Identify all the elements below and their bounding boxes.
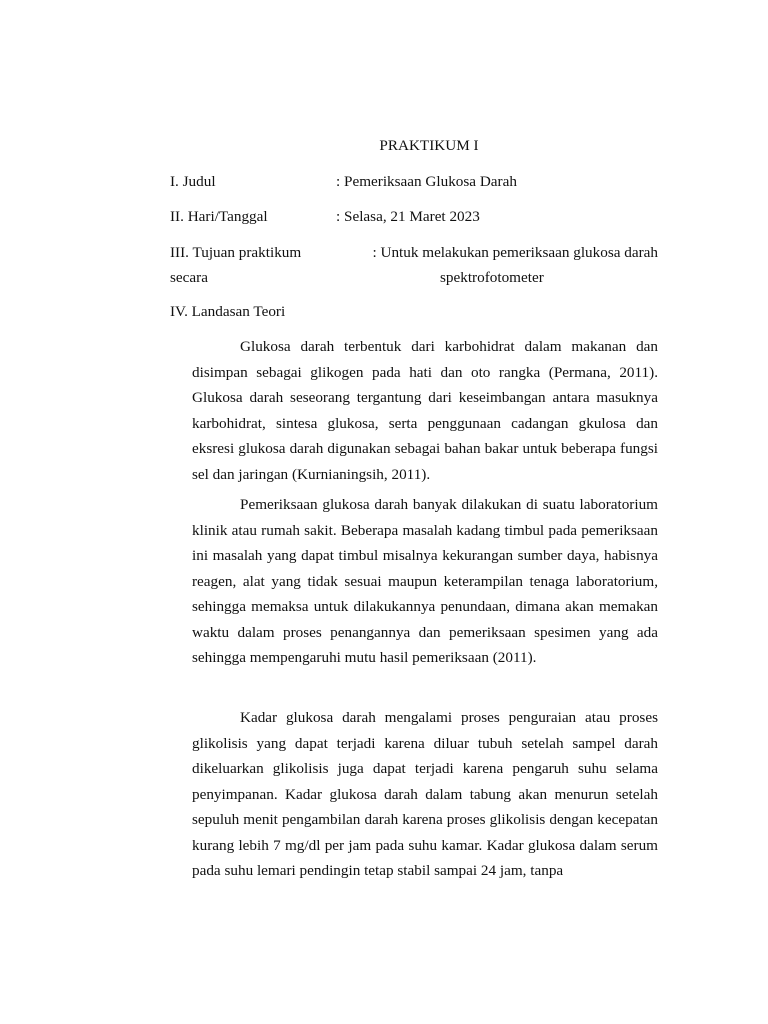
field-hari-tanggal — [170, 207, 480, 227]
tujuan-cont-left: secara — [170, 269, 208, 286]
section-heading: IV. Landasan Teori — [170, 303, 286, 320]
paragraph-2: Pemeriksaan glukosa darah banyak dilakukan di suatu laboratorium klinik atau rumah sakit. Beberapa masalah kadang timbul pada pemeriksaan ini masalah yang dapat timbul misalnya kekurangan sumber daya, habisnya reagen, alat yang tidak sesuai maupun keterampilan tenaga laboratorium, sehingga memaksa untuk dilakukannya penundaan, dimana akan memakan waktu dalam proses penangannya dan pemeriksaan spesimen yang ada sehingga mempengaruhi mutu hasil pemeriksaan (2011). — [192, 496, 658, 666]
tujuan-label: III. Tujuan praktikum — [170, 244, 302, 261]
paragraph-1: Glukosa darah terbentuk dari karbohidrat dalam makanan dan disimpan sebagai glikogen pada hati dan oto rangka (Permana, 2011). Glukosa darah seseorang tergantung dari keseimbangan antara masuknya karbohidrat, sintesa glukosa, serta penggunaan cadangan gkulosa dan eksresi glukosa darah digunakan sebagai bahan bakar untuk beberapa fungsi sel dan jaringan (Kurnianingsih, 2011). — [192, 338, 658, 483]
tujuan-value: : Untuk melakukan pemeriksaan glukosa darah — [372, 244, 658, 261]
paragraph-3: Kadar glukosa darah mengalami proses penguraian atau proses glikolisis yang dapat terjadi karena diluar tubuh setelah sampel darah dikeluarkan glikolisis juga dapat terjadi karena pengaruh suhu selama penyimpanan. Kadar glukosa darah dalam tabung akan menurun setelah sepuluh menit pengambilan darah karena proses glikolisis dengan kecepatan kurang lebih 7 mg/dl per jam pada suhu kamar. Kadar glukosa dalam serum pada suhu lemari pendingin tetap stabil sampai 24 jam, tanpa — [192, 709, 658, 879]
document-title: PRAKTIKUM I — [379, 137, 479, 154]
field-tujuan — [170, 240, 658, 290]
tujuan-cont-right: spektrofotometer — [440, 269, 544, 286]
hari-tanggal-label: II. Hari/Tanggal — [170, 208, 268, 225]
judul-value: : Pemeriksaan Glukosa Darah — [336, 173, 517, 190]
field-judul — [170, 172, 517, 192]
judul-label: I. Judul — [170, 173, 216, 190]
hari-tanggal-value: : Selasa, 21 Maret 2023 — [336, 208, 480, 225]
